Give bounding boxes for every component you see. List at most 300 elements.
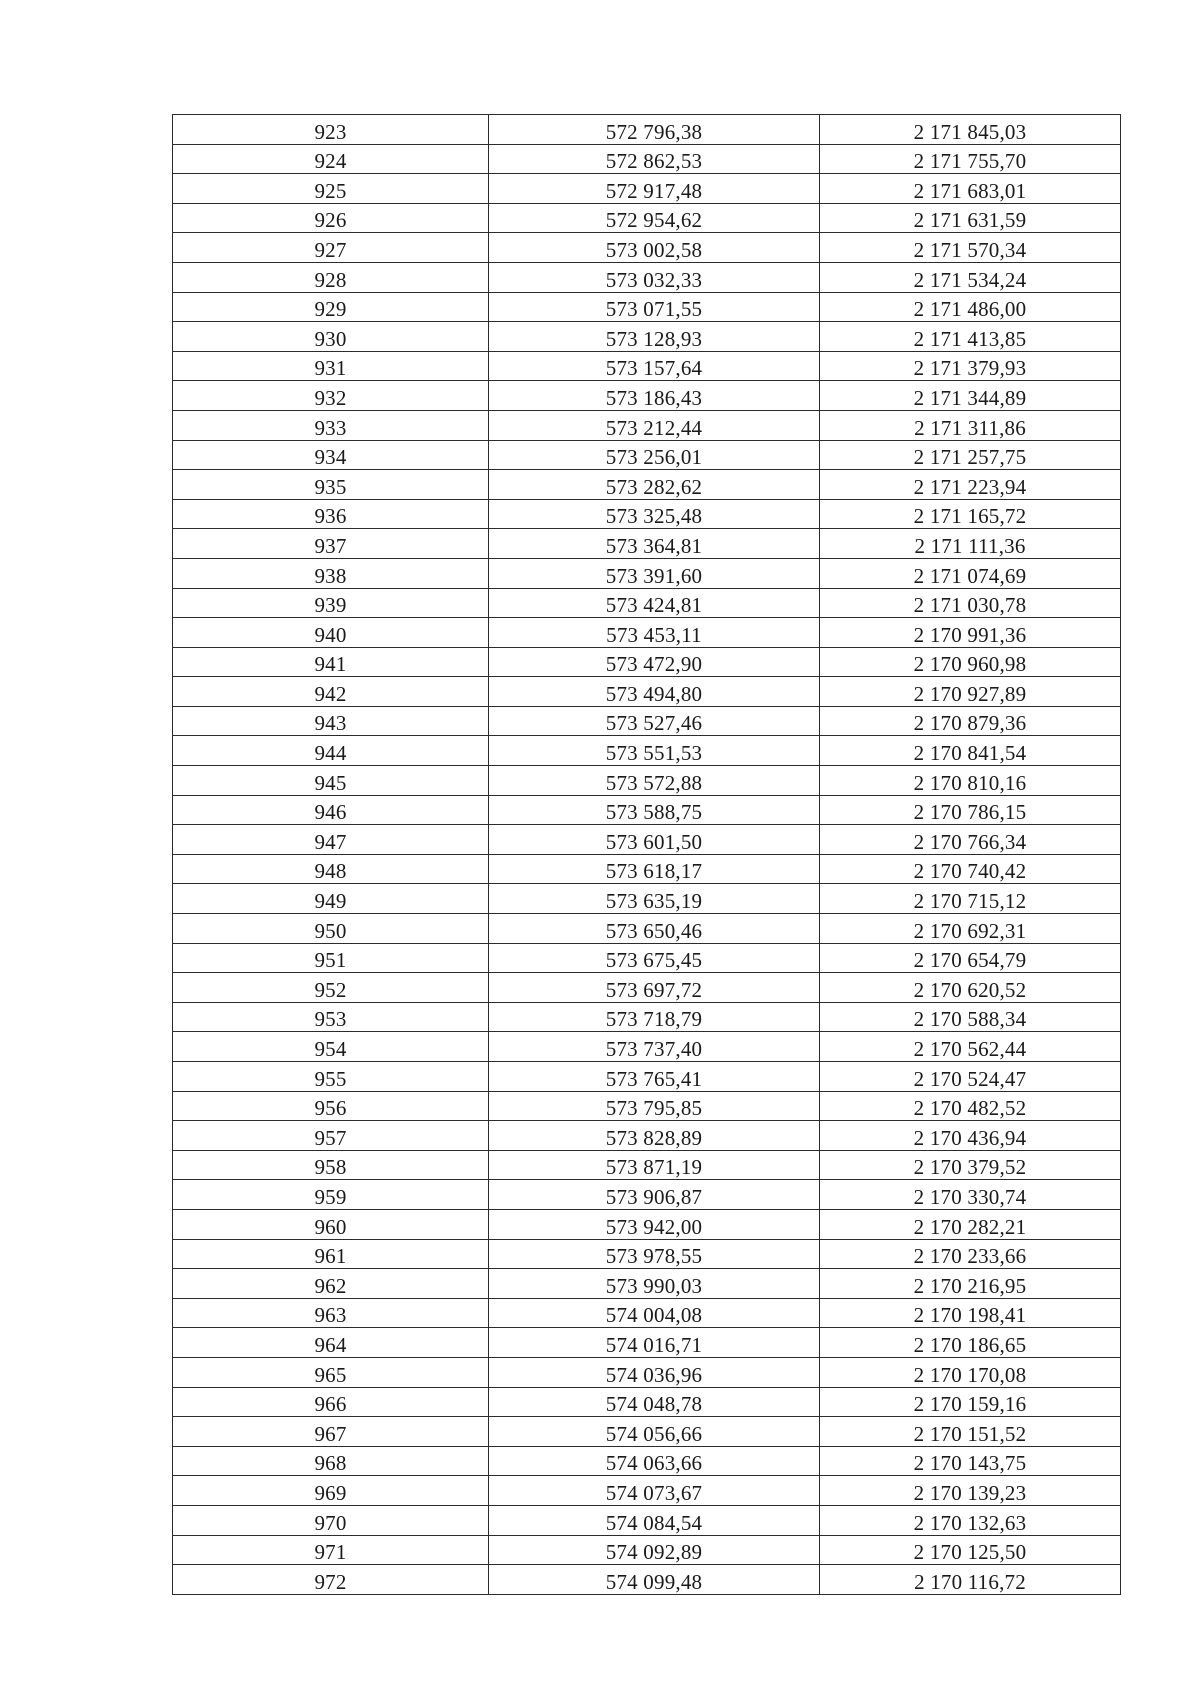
y-coordinate-cell xyxy=(820,766,1121,796)
cell-value: 946 xyxy=(314,800,347,825)
point-number-cell xyxy=(173,1328,489,1358)
cell-value: 938 xyxy=(314,563,347,588)
cell-value: 573 978,55 xyxy=(605,1244,703,1269)
y-coordinate-cell xyxy=(820,1091,1121,1121)
x-coordinate-cell xyxy=(489,470,820,500)
y-coordinate-cell xyxy=(820,292,1121,322)
cell-value: 935 xyxy=(314,474,347,499)
cell-value: 573 391,60 xyxy=(605,563,703,588)
cell-value: 572 954,62 xyxy=(605,208,703,233)
x-coordinate-cell xyxy=(489,706,820,736)
cell-value: 959 xyxy=(314,1184,347,1209)
cell-value: 953 xyxy=(314,1007,347,1032)
cell-value: 573 032,33 xyxy=(605,267,703,292)
y-coordinate-cell xyxy=(820,440,1121,470)
cell-value: 939 xyxy=(314,593,347,618)
table-row xyxy=(173,529,1121,559)
cell-value: 2 171 486,00 xyxy=(913,297,1027,322)
point-number-cell xyxy=(173,499,489,529)
table-row xyxy=(173,1298,1121,1328)
table-row xyxy=(173,115,1121,145)
y-coordinate-cell xyxy=(820,1505,1121,1535)
cell-value: 2 170 282,21 xyxy=(913,1214,1027,1239)
y-coordinate-cell xyxy=(820,470,1121,500)
table-row xyxy=(173,884,1121,914)
cell-value: 2 171 755,70 xyxy=(913,149,1027,174)
cell-value: 573 212,44 xyxy=(605,415,703,440)
table-row xyxy=(173,1417,1121,1447)
cell-value: 927 xyxy=(314,237,347,262)
point-number-cell xyxy=(173,677,489,707)
point-number-cell xyxy=(173,588,489,618)
cell-value: 949 xyxy=(314,889,347,914)
cell-value: 573 635,19 xyxy=(605,889,703,914)
cell-value: 573 494,80 xyxy=(605,681,703,706)
cell-value: 573 618,17 xyxy=(605,859,703,884)
table-row xyxy=(173,1505,1121,1535)
table-row xyxy=(173,233,1121,263)
cell-value: 573 453,11 xyxy=(606,622,702,647)
y-coordinate-cell xyxy=(820,1476,1121,1506)
cell-value: 941 xyxy=(314,652,347,677)
point-number-cell xyxy=(173,292,489,322)
cell-value: 934 xyxy=(314,445,347,470)
y-coordinate-cell xyxy=(820,1269,1121,1299)
table-row xyxy=(173,174,1121,204)
point-number-cell xyxy=(173,914,489,944)
cell-value: 932 xyxy=(314,385,347,410)
cell-value: 971 xyxy=(314,1540,347,1565)
point-number-cell xyxy=(173,943,489,973)
x-coordinate-cell xyxy=(489,766,820,796)
cell-value: 928 xyxy=(314,267,347,292)
y-coordinate-cell xyxy=(820,618,1121,648)
y-coordinate-cell xyxy=(820,677,1121,707)
x-coordinate-cell xyxy=(489,1002,820,1032)
cell-value: 2 170 132,63 xyxy=(913,1510,1027,1535)
point-number-cell xyxy=(173,174,489,204)
x-coordinate-cell xyxy=(489,973,820,1003)
table-row xyxy=(173,1239,1121,1269)
cell-value: 961 xyxy=(314,1244,347,1269)
cell-value: 951 xyxy=(314,948,347,973)
cell-value: 962 xyxy=(314,1273,347,1298)
x-coordinate-cell xyxy=(489,1565,820,1595)
point-number-cell xyxy=(173,144,489,174)
y-coordinate-cell xyxy=(820,1417,1121,1447)
y-coordinate-cell xyxy=(820,1328,1121,1358)
cell-value: 954 xyxy=(314,1037,347,1061)
table-row xyxy=(173,825,1121,855)
point-number-cell xyxy=(173,262,489,292)
table-row xyxy=(173,499,1121,529)
cell-value: 2 171 379,93 xyxy=(913,356,1027,381)
cell-value: 2 170 692,31 xyxy=(913,918,1027,943)
cell-value: 2 170 482,52 xyxy=(913,1096,1027,1121)
cell-value: 2 171 683,01 xyxy=(913,178,1027,203)
cell-value: 2 171 165,72 xyxy=(913,504,1027,529)
y-coordinate-cell xyxy=(820,943,1121,973)
point-number-cell xyxy=(173,1002,489,1032)
cell-value: 943 xyxy=(314,711,347,736)
table-row xyxy=(173,1446,1121,1476)
table-row xyxy=(173,1002,1121,1032)
cell-value: 972 xyxy=(314,1569,347,1594)
y-coordinate-cell xyxy=(820,529,1121,559)
point-number-cell xyxy=(173,1239,489,1269)
cell-value: 2 170 786,15 xyxy=(913,800,1027,825)
coordinates-table-body xyxy=(173,115,1121,1595)
y-coordinate-cell xyxy=(820,854,1121,884)
point-number-cell xyxy=(173,1121,489,1151)
point-number-cell xyxy=(173,1535,489,1565)
cell-value: 573 282,62 xyxy=(605,474,703,499)
x-coordinate-cell xyxy=(489,115,820,145)
cell-value: 574 073,67 xyxy=(605,1480,703,1505)
cell-value: 2 170 991,36 xyxy=(913,622,1027,647)
table-row xyxy=(173,677,1121,707)
y-coordinate-cell xyxy=(820,736,1121,766)
table-row xyxy=(173,795,1121,825)
x-coordinate-cell xyxy=(489,795,820,825)
x-coordinate-cell xyxy=(489,1150,820,1180)
cell-value: 942 xyxy=(314,681,347,706)
y-coordinate-cell xyxy=(820,588,1121,618)
cell-value: 944 xyxy=(314,741,347,766)
cell-value: 970 xyxy=(314,1510,347,1535)
table-row xyxy=(173,766,1121,796)
cell-value: 2 170 436,94 xyxy=(913,1125,1027,1150)
point-number-cell xyxy=(173,884,489,914)
cell-value: 573 527,46 xyxy=(605,711,703,736)
cell-value: 2 170 766,34 xyxy=(913,829,1027,854)
point-number-cell xyxy=(173,558,489,588)
x-coordinate-cell xyxy=(489,618,820,648)
cell-value: 573 128,93 xyxy=(605,326,703,351)
x-coordinate-cell xyxy=(489,203,820,233)
x-coordinate-cell xyxy=(489,1209,820,1239)
cell-value: 2 170 810,16 xyxy=(913,770,1027,795)
cell-value: 2 171 344,89 xyxy=(913,385,1027,410)
cell-value: 573 157,64 xyxy=(605,356,703,381)
y-coordinate-cell xyxy=(820,499,1121,529)
cell-value: 574 016,71 xyxy=(605,1332,703,1357)
cell-value: 574 099,48 xyxy=(605,1569,703,1594)
cell-value: 926 xyxy=(314,208,347,233)
x-coordinate-cell xyxy=(489,529,820,559)
point-number-cell xyxy=(173,1062,489,1092)
point-number-cell xyxy=(173,470,489,500)
table-row xyxy=(173,647,1121,677)
point-number-cell xyxy=(173,854,489,884)
point-number-cell xyxy=(173,115,489,145)
point-number-cell xyxy=(173,1357,489,1387)
x-coordinate-cell xyxy=(489,677,820,707)
x-coordinate-cell xyxy=(489,1091,820,1121)
y-coordinate-cell xyxy=(820,1357,1121,1387)
point-number-cell xyxy=(173,322,489,352)
cell-value: 574 063,66 xyxy=(605,1451,703,1476)
cell-value: 2 171 311,86 xyxy=(914,415,1026,440)
table-row xyxy=(173,1269,1121,1299)
cell-value: 574 004,08 xyxy=(605,1303,703,1328)
y-coordinate-cell xyxy=(820,203,1121,233)
point-number-cell xyxy=(173,973,489,1003)
cell-value: 2 170 170,08 xyxy=(913,1362,1027,1387)
y-coordinate-cell xyxy=(820,884,1121,914)
x-coordinate-cell xyxy=(489,736,820,766)
point-number-cell xyxy=(173,1505,489,1535)
point-number-cell xyxy=(173,410,489,440)
table-row xyxy=(173,618,1121,648)
cell-value: 2 170 139,23 xyxy=(913,1480,1027,1505)
cell-value: 923 xyxy=(314,119,347,144)
point-number-cell xyxy=(173,1180,489,1210)
table-row xyxy=(173,410,1121,440)
point-number-cell xyxy=(173,203,489,233)
x-coordinate-cell xyxy=(489,174,820,204)
x-coordinate-cell xyxy=(489,558,820,588)
y-coordinate-cell xyxy=(820,351,1121,381)
cell-value: 2 170 143,75 xyxy=(913,1451,1027,1476)
point-number-cell xyxy=(173,1091,489,1121)
table-row xyxy=(173,1387,1121,1417)
cell-value: 573 472,90 xyxy=(605,652,703,677)
cell-value: 2 171 570,34 xyxy=(913,237,1027,262)
cell-value: 573 364,81 xyxy=(605,533,703,558)
table-row xyxy=(173,381,1121,411)
cell-value: 2 170 125,50 xyxy=(913,1540,1027,1565)
cell-value: 948 xyxy=(314,859,347,884)
y-coordinate-cell xyxy=(820,410,1121,440)
x-coordinate-cell xyxy=(489,499,820,529)
cell-value: 2 170 216,95 xyxy=(913,1273,1027,1298)
cell-value: 2 170 233,66 xyxy=(913,1244,1027,1269)
cell-value: 573 002,58 xyxy=(605,237,703,262)
cell-value: 573 697,72 xyxy=(605,977,703,1002)
x-coordinate-cell xyxy=(489,1062,820,1092)
cell-value: 955 xyxy=(314,1066,347,1091)
cell-value: 957 xyxy=(314,1125,347,1150)
cell-value: 573 871,19 xyxy=(605,1155,703,1180)
cell-value: 574 084,54 xyxy=(605,1510,703,1535)
cell-value: 966 xyxy=(314,1392,347,1417)
cell-value: 958 xyxy=(314,1155,347,1180)
point-number-cell xyxy=(173,1298,489,1328)
table-row xyxy=(173,943,1121,973)
cell-value: 2 170 186,65 xyxy=(913,1332,1027,1357)
x-coordinate-cell xyxy=(489,1328,820,1358)
point-number-cell xyxy=(173,1446,489,1476)
y-coordinate-cell xyxy=(820,706,1121,736)
x-coordinate-cell xyxy=(489,1032,820,1062)
table-row xyxy=(173,854,1121,884)
y-coordinate-cell xyxy=(820,973,1121,1003)
table-row xyxy=(173,706,1121,736)
cell-value: 2 171 223,94 xyxy=(913,474,1027,499)
cell-value: 2 171 413,85 xyxy=(913,326,1027,351)
x-coordinate-cell xyxy=(489,647,820,677)
table-row xyxy=(173,1062,1121,1092)
x-coordinate-cell xyxy=(489,943,820,973)
table-row xyxy=(173,1209,1121,1239)
y-coordinate-cell xyxy=(820,1209,1121,1239)
cell-value: 960 xyxy=(314,1214,347,1239)
cell-value: 572 862,53 xyxy=(605,149,703,174)
cell-value: 940 xyxy=(314,622,347,647)
cell-value: 573 990,03 xyxy=(605,1273,703,1298)
cell-value: 573 572,88 xyxy=(605,770,703,795)
cell-value: 2 170 740,42 xyxy=(913,859,1027,884)
cell-value: 573 424,81 xyxy=(605,593,703,618)
cell-value: 573 186,43 xyxy=(605,385,703,410)
table-row xyxy=(173,1357,1121,1387)
cell-value: 924 xyxy=(314,149,347,174)
x-coordinate-cell xyxy=(489,1505,820,1535)
cell-value: 2 171 534,24 xyxy=(913,267,1027,292)
point-number-cell xyxy=(173,233,489,263)
cell-value: 937 xyxy=(314,533,347,558)
x-coordinate-cell xyxy=(489,588,820,618)
point-number-cell xyxy=(173,529,489,559)
y-coordinate-cell xyxy=(820,1180,1121,1210)
cell-value: 956 xyxy=(314,1096,347,1121)
cell-value: 572 796,38 xyxy=(605,119,703,144)
x-coordinate-cell xyxy=(489,914,820,944)
cell-value: 2 170 960,98 xyxy=(913,652,1027,677)
x-coordinate-cell xyxy=(489,233,820,263)
cell-value: 2 170 379,52 xyxy=(913,1155,1027,1180)
cell-value: 573 650,46 xyxy=(605,918,703,943)
y-coordinate-cell xyxy=(820,233,1121,263)
point-number-cell xyxy=(173,440,489,470)
x-coordinate-cell xyxy=(489,1417,820,1447)
x-coordinate-cell xyxy=(489,262,820,292)
point-number-cell xyxy=(173,1269,489,1299)
cell-value: 2 171 074,69 xyxy=(913,563,1027,588)
point-number-cell xyxy=(173,825,489,855)
table-row xyxy=(173,973,1121,1003)
cell-value: 964 xyxy=(314,1332,347,1357)
y-coordinate-cell xyxy=(820,381,1121,411)
x-coordinate-cell xyxy=(489,1357,820,1387)
cell-value: 574 036,96 xyxy=(605,1362,703,1387)
cell-value: 2 170 151,52 xyxy=(913,1421,1027,1446)
cell-value: 968 xyxy=(314,1451,347,1476)
x-coordinate-cell xyxy=(489,322,820,352)
y-coordinate-cell xyxy=(820,174,1121,204)
coordinates-table xyxy=(172,114,1121,1595)
x-coordinate-cell xyxy=(489,884,820,914)
table-row xyxy=(173,1565,1121,1595)
y-coordinate-cell xyxy=(820,262,1121,292)
cell-value: 573 906,87 xyxy=(605,1184,703,1209)
cell-value: 573 256,01 xyxy=(605,445,703,470)
cell-value: 2 170 588,34 xyxy=(913,1007,1027,1032)
x-coordinate-cell xyxy=(489,410,820,440)
y-coordinate-cell xyxy=(820,1446,1121,1476)
cell-value: 573 675,45 xyxy=(605,948,703,973)
cell-value: 2 170 198,41 xyxy=(913,1303,1027,1328)
point-number-cell xyxy=(173,351,489,381)
table-row xyxy=(173,1091,1121,1121)
x-coordinate-cell xyxy=(489,1239,820,1269)
cell-value: 574 056,66 xyxy=(605,1421,703,1446)
cell-value: 573 942,00 xyxy=(605,1214,703,1239)
cell-value: 573 588,75 xyxy=(605,800,703,825)
point-number-cell xyxy=(173,795,489,825)
cell-value: 2 170 927,89 xyxy=(913,681,1027,706)
table-row xyxy=(173,203,1121,233)
cell-value: 2 170 159,16 xyxy=(913,1392,1027,1417)
cell-value: 574 048,78 xyxy=(605,1392,703,1417)
cell-value: 947 xyxy=(314,829,347,854)
table-row xyxy=(173,292,1121,322)
table-row xyxy=(173,1180,1121,1210)
table-row xyxy=(173,1150,1121,1180)
table-row xyxy=(173,558,1121,588)
point-number-cell xyxy=(173,1032,489,1062)
point-number-cell xyxy=(173,1209,489,1239)
y-coordinate-cell xyxy=(820,1535,1121,1565)
y-coordinate-cell xyxy=(820,558,1121,588)
x-coordinate-cell xyxy=(489,854,820,884)
cell-value: 969 xyxy=(314,1480,347,1505)
cell-value: 2 171 030,78 xyxy=(913,593,1027,618)
y-coordinate-cell xyxy=(820,795,1121,825)
x-coordinate-cell xyxy=(489,351,820,381)
cell-value: 952 xyxy=(314,977,347,1002)
table-row xyxy=(173,322,1121,352)
x-coordinate-cell xyxy=(489,1387,820,1417)
cell-value: 930 xyxy=(314,326,347,351)
point-number-cell xyxy=(173,766,489,796)
table-row xyxy=(173,470,1121,500)
table-row xyxy=(173,262,1121,292)
cell-value: 573 828,89 xyxy=(605,1125,703,1150)
cell-value: 925 xyxy=(314,178,347,203)
table-row xyxy=(173,1535,1121,1565)
table-row xyxy=(173,1328,1121,1358)
point-number-cell xyxy=(173,1387,489,1417)
y-coordinate-cell xyxy=(820,914,1121,944)
point-number-cell xyxy=(173,381,489,411)
table-row xyxy=(173,1476,1121,1506)
cell-value: 573 718,79 xyxy=(605,1007,703,1032)
cell-value: 2 170 116,72 xyxy=(914,1569,1026,1594)
cell-value: 2 171 631,59 xyxy=(913,208,1027,233)
cell-value: 2 171 257,75 xyxy=(913,445,1027,470)
cell-value: 573 601,50 xyxy=(605,829,703,854)
cell-value: 2 170 524,47 xyxy=(913,1066,1027,1091)
x-coordinate-cell xyxy=(489,144,820,174)
y-coordinate-cell xyxy=(820,1150,1121,1180)
x-coordinate-cell xyxy=(489,1269,820,1299)
x-coordinate-cell xyxy=(489,1476,820,1506)
table-row xyxy=(173,736,1121,766)
x-coordinate-cell xyxy=(489,440,820,470)
point-number-cell xyxy=(173,736,489,766)
x-coordinate-cell xyxy=(489,1180,820,1210)
y-coordinate-cell xyxy=(820,1565,1121,1595)
cell-value: 933 xyxy=(314,415,347,440)
y-coordinate-cell xyxy=(820,1387,1121,1417)
cell-value: 2 171 111,36 xyxy=(914,533,1026,558)
cell-value: 2 170 654,79 xyxy=(913,948,1027,973)
point-number-cell xyxy=(173,647,489,677)
y-coordinate-cell xyxy=(820,1032,1121,1062)
table-row xyxy=(173,1121,1121,1151)
